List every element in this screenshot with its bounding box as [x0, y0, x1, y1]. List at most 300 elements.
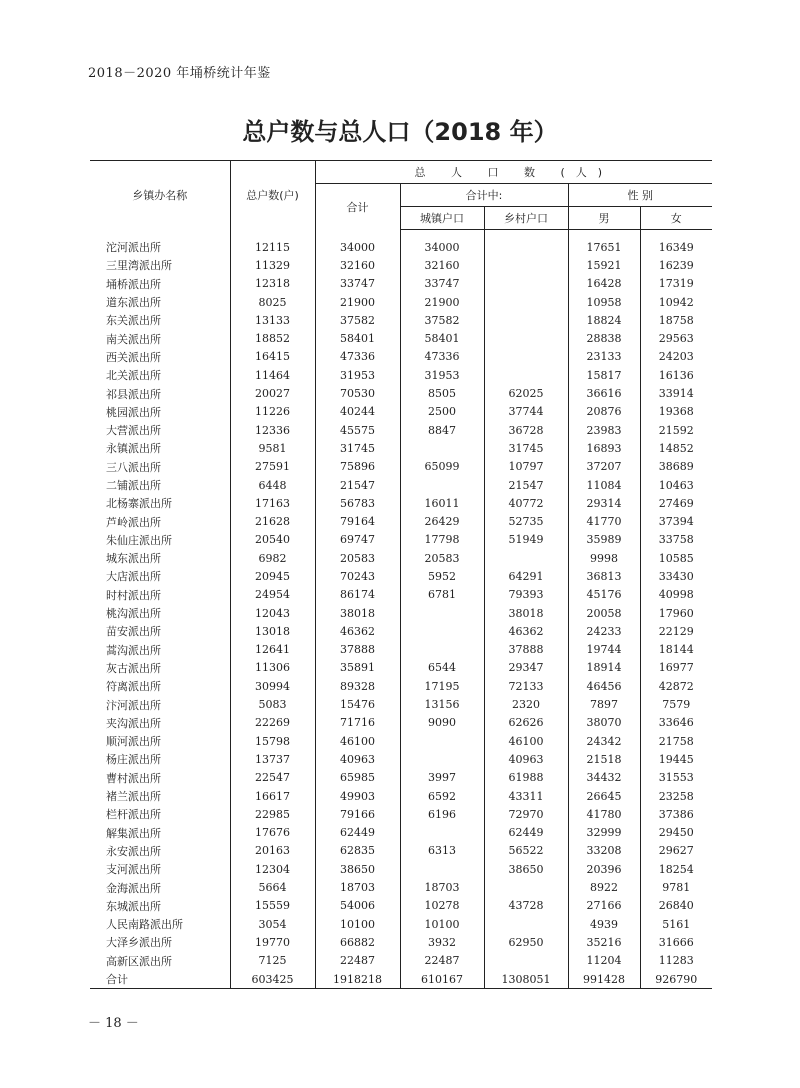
total-cell: 33747: [315, 275, 400, 293]
female-cell: 29563: [640, 329, 712, 347]
station-name-cell: 人民南路派出所: [106, 918, 183, 932]
female-cell: 21592: [640, 421, 712, 439]
table-row: [90, 403, 712, 421]
households-cell: 12115: [230, 238, 315, 256]
households-cell: 18852: [230, 329, 315, 347]
urban-cell: 21900: [400, 293, 484, 311]
urban-cell: 20583: [400, 549, 484, 567]
rural-cell: 52735: [484, 512, 568, 530]
female-cell: 16136: [640, 366, 712, 384]
total-cell: 54006: [315, 897, 400, 915]
table-row: [90, 512, 712, 530]
table-row: [90, 732, 712, 750]
male-cell: 33208: [568, 842, 640, 860]
urban-cell: 47336: [400, 348, 484, 366]
rural-cell: 43728: [484, 897, 568, 915]
station-name-cell: 符离派出所: [106, 680, 161, 694]
rural-cell: 1308051: [484, 970, 568, 989]
male-cell: 15817: [568, 366, 640, 384]
urban-cell: 10278: [400, 897, 484, 915]
households-cell: 9581: [230, 439, 315, 457]
urban-cell: 5952: [400, 567, 484, 585]
station-name-cell: 褚兰派出所: [106, 790, 161, 804]
station-name-cell: 夹沟派出所: [106, 716, 161, 730]
total-cell: 79166: [315, 805, 400, 823]
male-cell: 45176: [568, 586, 640, 604]
households-cell: 16415: [230, 348, 315, 366]
rural-cell: 37888: [484, 641, 568, 659]
urban-cell: [400, 604, 484, 622]
rural-cell: 36728: [484, 421, 568, 439]
station-name-cell: 南关派出所: [106, 332, 161, 346]
total-cell: 79164: [315, 512, 400, 530]
total-cell: 89328: [315, 677, 400, 695]
female-cell: 38689: [640, 458, 712, 476]
female-cell: 29450: [640, 824, 712, 842]
households-cell: 22985: [230, 805, 315, 823]
female-cell: 16239: [640, 256, 712, 274]
total-cell: 46362: [315, 622, 400, 640]
male-cell: 20876: [568, 403, 640, 421]
table-row: [90, 275, 712, 293]
households-cell: 6982: [230, 549, 315, 567]
table-row: [90, 439, 712, 457]
station-name-cell: 支河派出所: [106, 863, 161, 877]
households-cell: 11464: [230, 366, 315, 384]
table-row: [90, 897, 712, 915]
male-cell: 4939: [568, 915, 640, 933]
households-cell: 5664: [230, 878, 315, 896]
total-cell: 21900: [315, 293, 400, 311]
households-cell: 12336: [230, 421, 315, 439]
station-name-cell: 大泽乡派出所: [106, 936, 172, 950]
rural-cell: 38650: [484, 860, 568, 878]
total-cell: 47336: [315, 348, 400, 366]
households-cell: 12304: [230, 860, 315, 878]
households-cell: 21628: [230, 512, 315, 530]
rural-cell: [484, 311, 568, 329]
table-row: [90, 238, 712, 256]
male-cell: 38070: [568, 714, 640, 732]
female-cell: 42872: [640, 677, 712, 695]
station-name-cell: 永镇派出所: [106, 442, 161, 456]
female-cell: 5161: [640, 915, 712, 933]
station-name-cell: 高新区派出所: [106, 954, 172, 968]
station-name-cell: 沱河派出所: [106, 241, 161, 255]
running-head: 2018－2020 年埇桥统计年鉴: [88, 66, 271, 81]
table-row: [90, 256, 712, 274]
station-name-cell: 埇桥派出所: [106, 277, 161, 291]
header-male: 男: [568, 207, 640, 230]
female-cell: 10585: [640, 549, 712, 567]
header-sex: 性 别: [568, 184, 712, 207]
urban-cell: [400, 641, 484, 659]
table-row: [90, 952, 712, 970]
station-name-cell: 城东派出所: [106, 552, 161, 566]
table-row: [90, 384, 712, 402]
female-cell: 27469: [640, 494, 712, 512]
female-cell: 9781: [640, 878, 712, 896]
male-cell: 41770: [568, 512, 640, 530]
female-cell: 18254: [640, 860, 712, 878]
rural-cell: [484, 275, 568, 293]
rural-cell: 21547: [484, 476, 568, 494]
station-name-cell: 二铺派出所: [106, 479, 161, 492]
rural-cell: 62025: [484, 384, 568, 402]
rural-cell: 40772: [484, 494, 568, 512]
urban-cell: 31953: [400, 366, 484, 384]
table-row: [90, 311, 712, 329]
urban-cell: 6592: [400, 787, 484, 805]
female-cell: 19368: [640, 403, 712, 421]
households-cell: 27591: [230, 458, 315, 476]
male-cell: 20058: [568, 604, 640, 622]
total-cell: 69747: [315, 531, 400, 549]
rural-cell: 62950: [484, 933, 568, 951]
station-name-cell: 汴河派出所: [106, 698, 161, 712]
table-row: [90, 476, 712, 494]
total-cell: 15476: [315, 695, 400, 713]
urban-cell: 6196: [400, 805, 484, 823]
urban-cell: 6781: [400, 586, 484, 604]
table-row: [90, 750, 712, 768]
male-cell: 17651: [568, 238, 640, 256]
population-table: [90, 160, 712, 989]
header-total: 合计: [315, 184, 400, 230]
households-cell: 20027: [230, 384, 315, 402]
rural-cell: [484, 256, 568, 274]
urban-cell: 3997: [400, 769, 484, 787]
rural-cell: [484, 238, 568, 256]
households-cell: 16617: [230, 787, 315, 805]
rural-cell: 46100: [484, 732, 568, 750]
table-row: [90, 421, 712, 439]
rural-cell: 56522: [484, 842, 568, 860]
rural-cell: 46362: [484, 622, 568, 640]
total-cell: 58401: [315, 329, 400, 347]
rural-cell: 72133: [484, 677, 568, 695]
male-cell: 18824: [568, 311, 640, 329]
female-cell: 31553: [640, 769, 712, 787]
households-cell: 13133: [230, 311, 315, 329]
female-cell: 29627: [640, 842, 712, 860]
station-name-cell: 金海派出所: [106, 881, 161, 895]
female-cell: 33430: [640, 567, 712, 585]
rural-cell: [484, 348, 568, 366]
female-cell: 7579: [640, 695, 712, 713]
table-spacer: [90, 230, 712, 239]
total-cell: 31745: [315, 439, 400, 457]
rural-cell: 79393: [484, 586, 568, 604]
table-row: [90, 348, 712, 366]
table-row: [90, 458, 712, 476]
rural-cell: 40963: [484, 750, 568, 768]
male-cell: 24342: [568, 732, 640, 750]
table-body: [90, 230, 712, 989]
male-cell: 23133: [568, 348, 640, 366]
total-cell: 38650: [315, 860, 400, 878]
rural-cell: [484, 329, 568, 347]
male-cell: 29314: [568, 494, 640, 512]
male-cell: 18914: [568, 659, 640, 677]
households-cell: 7125: [230, 952, 315, 970]
station-name-cell: 苗安派出所: [106, 625, 161, 639]
total-cell: 10100: [315, 915, 400, 933]
male-cell: 15921: [568, 256, 640, 274]
households-cell: 11226: [230, 403, 315, 421]
table-row: [90, 549, 712, 567]
station-name-cell: 桃园派出所: [106, 405, 161, 419]
station-name-cell: 永安派出所: [106, 844, 161, 858]
rural-cell: [484, 293, 568, 311]
total-cell: 62449: [315, 824, 400, 842]
table-row: [90, 677, 712, 695]
rural-cell: 37744: [484, 403, 568, 421]
total-cell: 37888: [315, 641, 400, 659]
urban-cell: 8847: [400, 421, 484, 439]
male-cell: 16893: [568, 439, 640, 457]
urban-cell: 34000: [400, 238, 484, 256]
male-cell: 11084: [568, 476, 640, 494]
male-cell: 24233: [568, 622, 640, 640]
station-name-cell: 北杨寨派出所: [106, 497, 172, 511]
total-cell: 62835: [315, 842, 400, 860]
total-cell: 65985: [315, 769, 400, 787]
male-cell: 26645: [568, 787, 640, 805]
households-cell: 3054: [230, 915, 315, 933]
header-population: 总 人 口 数 (人): [315, 161, 712, 184]
urban-cell: 37582: [400, 311, 484, 329]
female-cell: 21758: [640, 732, 712, 750]
header-urban: 城镇户口: [400, 207, 484, 230]
households-cell: 19770: [230, 933, 315, 951]
rural-cell: 51949: [484, 531, 568, 549]
station-name-cell: 合计: [90, 970, 230, 989]
female-cell: 10942: [640, 293, 712, 311]
station-name-cell: 时村派出所: [106, 588, 161, 602]
urban-cell: [400, 750, 484, 768]
male-cell: 35989: [568, 531, 640, 549]
urban-cell: 65099: [400, 458, 484, 476]
rural-cell: 2320: [484, 695, 568, 713]
urban-cell: 33747: [400, 275, 484, 293]
households-cell: 11329: [230, 256, 315, 274]
female-cell: 37386: [640, 805, 712, 823]
station-name-cell: 东城派出所: [106, 899, 161, 913]
urban-cell: 8505: [400, 384, 484, 402]
male-cell: 28838: [568, 329, 640, 347]
header-name: 乡镇办名称: [90, 161, 230, 230]
table-row: [90, 824, 712, 842]
table-row: [90, 915, 712, 933]
urban-cell: 10100: [400, 915, 484, 933]
households-cell: 11306: [230, 659, 315, 677]
urban-cell: [400, 476, 484, 494]
total-cell: 70243: [315, 567, 400, 585]
rural-cell: 43311: [484, 787, 568, 805]
table-row: [90, 714, 712, 732]
male-cell: 21518: [568, 750, 640, 768]
urban-cell: 17195: [400, 677, 484, 695]
station-name-cell: 蒿沟派出所: [106, 643, 161, 657]
header-rural: 乡村户口: [484, 207, 568, 230]
households-cell: 12043: [230, 604, 315, 622]
urban-cell: 22487: [400, 952, 484, 970]
households-cell: 22547: [230, 769, 315, 787]
total-cell: 21547: [315, 476, 400, 494]
households-cell: 24954: [230, 586, 315, 604]
rural-cell: [484, 952, 568, 970]
urban-cell: 6544: [400, 659, 484, 677]
female-cell: 26840: [640, 897, 712, 915]
total-cell: 20583: [315, 549, 400, 567]
female-cell: 11283: [640, 952, 712, 970]
urban-cell: 13156: [400, 695, 484, 713]
total-cell: 38018: [315, 604, 400, 622]
table-row: [90, 329, 712, 347]
rural-cell: [484, 915, 568, 933]
households-cell: 13018: [230, 622, 315, 640]
households-cell: 22269: [230, 714, 315, 732]
female-cell: 16977: [640, 659, 712, 677]
table-row: [90, 622, 712, 640]
households-cell: 15559: [230, 897, 315, 915]
male-cell: 27166: [568, 897, 640, 915]
households-cell: 12641: [230, 641, 315, 659]
table-row: [90, 933, 712, 951]
header-households: 总户数(户): [230, 161, 315, 230]
female-cell: 24203: [640, 348, 712, 366]
table-row: [90, 604, 712, 622]
total-cell: 34000: [315, 238, 400, 256]
station-name-cell: 曹村派出所: [106, 771, 161, 785]
female-cell: 16349: [640, 238, 712, 256]
table-row: [90, 494, 712, 512]
households-cell: 5083: [230, 695, 315, 713]
total-cell: 49903: [315, 787, 400, 805]
female-cell: 14852: [640, 439, 712, 457]
total-cell: 56783: [315, 494, 400, 512]
total-cell: 37582: [315, 311, 400, 329]
rural-cell: [484, 549, 568, 567]
male-cell: 35216: [568, 933, 640, 951]
urban-cell: 16011: [400, 494, 484, 512]
table-row: [90, 641, 712, 659]
station-name-cell: 大店派出所: [106, 570, 161, 584]
rural-cell: 62449: [484, 824, 568, 842]
total-cell: 70530: [315, 384, 400, 402]
table-row: [90, 531, 712, 549]
households-cell: 8025: [230, 293, 315, 311]
rural-cell: [484, 366, 568, 384]
table-row: [90, 842, 712, 860]
female-cell: 926790: [640, 970, 712, 989]
total-cell: 31953: [315, 366, 400, 384]
table-row: [90, 695, 712, 713]
households-cell: 30994: [230, 677, 315, 695]
households-cell: 6448: [230, 476, 315, 494]
station-name-cell: 解集派出所: [106, 826, 161, 840]
total-cell: 75896: [315, 458, 400, 476]
female-cell: 23258: [640, 787, 712, 805]
station-name-cell: 芦岭派出所: [106, 515, 161, 529]
urban-cell: [400, 439, 484, 457]
urban-cell: 6313: [400, 842, 484, 860]
female-cell: 18144: [640, 641, 712, 659]
station-name-cell: 西关派出所: [106, 350, 161, 364]
male-cell: 8922: [568, 878, 640, 896]
households-cell: 13737: [230, 750, 315, 768]
table-row: [90, 567, 712, 585]
female-cell: 10463: [640, 476, 712, 494]
female-cell: 33914: [640, 384, 712, 402]
station-name-cell: 杨庄派出所: [106, 753, 161, 767]
total-cell: 71716: [315, 714, 400, 732]
page-number: － 18 －: [88, 1016, 139, 1031]
rural-cell: 64291: [484, 567, 568, 585]
male-cell: 11204: [568, 952, 640, 970]
male-cell: 7897: [568, 695, 640, 713]
rural-cell: 72970: [484, 805, 568, 823]
header-of-which: 合计中:: [400, 184, 568, 207]
station-name-cell: 顺河派出所: [106, 735, 161, 749]
urban-cell: 18703: [400, 878, 484, 896]
table-row: [90, 293, 712, 311]
total-cell: 86174: [315, 586, 400, 604]
urban-cell: 26429: [400, 512, 484, 530]
rural-cell: 62626: [484, 714, 568, 732]
female-cell: 17960: [640, 604, 712, 622]
female-cell: 40998: [640, 586, 712, 604]
households-cell: 17163: [230, 494, 315, 512]
rural-cell: 38018: [484, 604, 568, 622]
male-cell: 41780: [568, 805, 640, 823]
table-row: [90, 860, 712, 878]
male-cell: 36616: [568, 384, 640, 402]
total-cell: 45575: [315, 421, 400, 439]
station-name-cell: 东关派出所: [106, 314, 161, 328]
table-row: [90, 586, 712, 604]
urban-cell: [400, 860, 484, 878]
station-name-cell: 三八派出所: [106, 460, 161, 474]
total-cell: 32160: [315, 256, 400, 274]
total-cell: 1918218: [315, 970, 400, 989]
rural-cell: 31745: [484, 439, 568, 457]
urban-cell: 3932: [400, 933, 484, 951]
male-cell: 991428: [568, 970, 640, 989]
total-cell: 40963: [315, 750, 400, 768]
male-cell: 32999: [568, 824, 640, 842]
male-cell: 37207: [568, 458, 640, 476]
male-cell: 19744: [568, 641, 640, 659]
station-name-cell: 北关派出所: [106, 369, 161, 383]
station-name-cell: 栏杆派出所: [106, 808, 161, 822]
female-cell: 33758: [640, 531, 712, 549]
male-cell: 34432: [568, 769, 640, 787]
male-cell: 10958: [568, 293, 640, 311]
header-female: 女: [640, 207, 712, 230]
table-row: [90, 787, 712, 805]
station-name-cell: 三里湾派出所: [106, 259, 172, 273]
male-cell: 20396: [568, 860, 640, 878]
female-cell: 19445: [640, 750, 712, 768]
households-cell: 15798: [230, 732, 315, 750]
households-cell: 12318: [230, 275, 315, 293]
table-row: [90, 970, 712, 989]
table-row: [90, 366, 712, 384]
station-name-cell: 朱仙庄派出所: [106, 533, 172, 547]
female-cell: 17319: [640, 275, 712, 293]
